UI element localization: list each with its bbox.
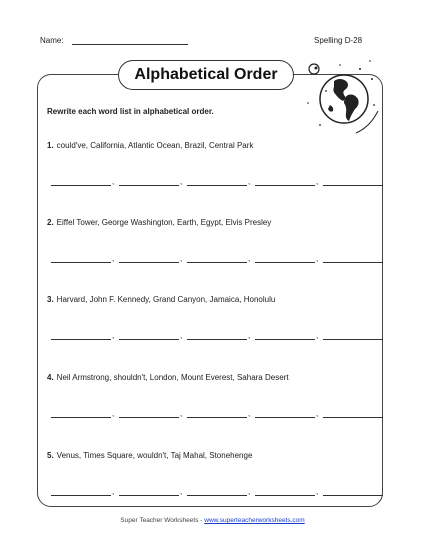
comma-separator: , [316, 254, 319, 263]
answer-row [51, 485, 381, 497]
answer-blank[interactable] [51, 485, 111, 496]
item-words: could've, California, Atlantic Ocean, Brazil, Central Park [56, 141, 254, 150]
comma-separator: , [180, 177, 183, 186]
globe-icon [300, 55, 380, 140]
comma-separator: , [316, 177, 319, 186]
comma-separator: , [112, 409, 115, 418]
item-prompt [47, 451, 252, 460]
comma-separator: , [316, 331, 319, 340]
answer-blank[interactable] [51, 407, 111, 418]
answer-blank[interactable] [187, 175, 247, 186]
answer-blank[interactable] [323, 252, 383, 263]
answer-blank[interactable] [187, 407, 247, 418]
item-number: 5. [47, 451, 54, 460]
answer-blank[interactable] [187, 252, 247, 263]
footer-link[interactable]: www.superteacherworksheets.com [204, 517, 305, 524]
item-number: 1. [47, 141, 54, 150]
comma-separator: , [316, 487, 319, 496]
item-words: Venus, Times Square, wouldn't, Taj Mahal, Stonehenge [56, 451, 253, 460]
answer-blank[interactable] [255, 485, 315, 496]
item-number: 4. [47, 373, 54, 382]
answer-blank[interactable] [323, 485, 383, 496]
comma-separator: , [316, 409, 319, 418]
comma-separator: , [112, 331, 115, 340]
footer-separator: - [200, 517, 203, 524]
item-words: Harvard, John F. Kennedy, Grand Canyon, Jamaica, Honolulu [56, 295, 276, 304]
comma-separator: , [180, 409, 183, 418]
answer-blank[interactable] [51, 329, 111, 340]
item-prompt [47, 295, 275, 304]
answer-blank[interactable] [119, 329, 179, 340]
comma-separator: , [248, 177, 251, 186]
answer-blank[interactable] [255, 252, 315, 263]
answer-blank[interactable] [51, 252, 111, 263]
answer-blank[interactable] [119, 485, 179, 496]
footer-publisher: Super Teacher Worksheets [120, 517, 199, 524]
list-item [47, 141, 377, 221]
answer-row [51, 175, 381, 187]
worksheet-title-text: Alphabetical Order [134, 66, 278, 83]
answer-blank[interactable] [323, 175, 383, 186]
comma-separator: , [112, 177, 115, 186]
answer-blank[interactable] [51, 175, 111, 186]
item-words: Eiffel Tower, George Washington, Earth, Egypt, Elvis Presley [56, 218, 272, 227]
comma-separator: , [112, 254, 115, 263]
comma-separator: , [248, 254, 251, 263]
answer-blank[interactable] [187, 329, 247, 340]
answer-blank[interactable] [255, 407, 315, 418]
answer-blank[interactable] [255, 175, 315, 186]
answer-blank[interactable] [255, 329, 315, 340]
item-number: 2. [47, 218, 54, 227]
comma-separator: , [248, 487, 251, 496]
worksheet-title [118, 60, 294, 90]
name-label: Name: [40, 36, 64, 45]
comma-separator: , [180, 254, 183, 263]
answer-blank[interactable] [323, 329, 383, 340]
worksheet-code: Spelling D-28 [314, 36, 363, 45]
footer [0, 517, 425, 524]
comma-separator: , [112, 487, 115, 496]
item-prompt [47, 373, 289, 382]
comma-separator: , [180, 487, 183, 496]
list-item [47, 218, 377, 298]
comma-separator: , [248, 409, 251, 418]
answer-blank[interactable] [119, 407, 179, 418]
name-input-line[interactable] [72, 44, 188, 45]
list-item [47, 295, 377, 375]
item-prompt [47, 141, 253, 150]
comma-separator: , [248, 331, 251, 340]
answer-blank[interactable] [187, 485, 247, 496]
item-words: Neil Armstrong, shouldn't, London, Mount Everest, Sahara Desert [56, 373, 289, 382]
answer-row [51, 407, 381, 419]
item-prompt [47, 218, 271, 227]
answer-blank[interactable] [119, 252, 179, 263]
answer-blank[interactable] [323, 407, 383, 418]
answer-row [51, 252, 381, 264]
item-number: 3. [47, 295, 54, 304]
comma-separator: , [180, 331, 183, 340]
list-item [47, 373, 377, 453]
answer-row [51, 329, 381, 341]
instructions: Rewrite each word list in alphabetical order. [47, 107, 214, 116]
answer-blank[interactable] [119, 175, 179, 186]
